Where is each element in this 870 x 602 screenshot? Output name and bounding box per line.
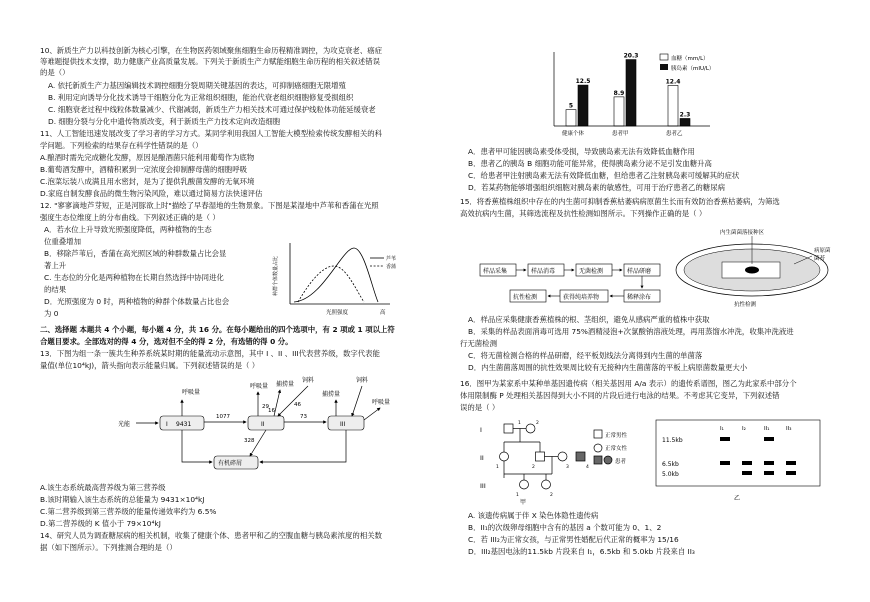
legend-female-symbol	[594, 444, 602, 452]
individual-III2-female	[542, 480, 551, 489]
screening-flow-diagram	[476, 224, 836, 310]
q10-option-d: D. 细胞分裂与分化中遗传物质改变，利于新质生产力技术定向改造细胞	[48, 117, 281, 126]
q11-option-b: B.葡萄酒发酵中，酒精积累到一定浓度会抑制酵母菌的细胞呼吸	[40, 165, 247, 174]
q12-option-b: B．移除芦苇后，香蒲在高光照区域的种群数量占比会显	[44, 249, 227, 258]
q13-option-a: A.该生态系统最高营养级为第三营养级	[40, 483, 166, 492]
individual-number: 2	[532, 465, 535, 470]
endophyte-colony	[745, 267, 759, 274]
legend-label-glucose: 血糖（mm/L）	[671, 56, 709, 62]
individual-number: 1	[516, 493, 519, 498]
value-16: 16	[268, 408, 275, 414]
q10-stem-line: 等难题提供技术支撑，助力健康产业高质量发展。下列关于新质生产力赋能细胞生命历程的相关叙述错误	[40, 57, 380, 66]
q13-option-b: B.该时期输入该生态系统的总能量为 9431×10⁴kJ	[40, 495, 205, 504]
legend-affected-symbol	[594, 456, 602, 464]
q12-option-c-cont: 的结果	[44, 285, 67, 294]
gel-band	[764, 461, 774, 465]
q12-option-a-cont: 位重叠增加	[44, 237, 81, 246]
flow-step-label: 无菌检测	[579, 268, 604, 275]
flow-step-label: 抗性检测	[513, 294, 538, 301]
lane-label-I2: I₂	[742, 426, 746, 432]
light-energy-label: 光能	[118, 421, 131, 428]
respiration-label: 呼吸量	[372, 399, 391, 406]
bar-value-label: 5	[568, 102, 574, 110]
legend-swatch-insulin	[660, 64, 668, 70]
gel-band	[720, 461, 730, 465]
value-73: 73	[300, 414, 307, 420]
category-label-patient-a: 患者甲	[612, 131, 629, 137]
flow-step-label: 样品消毒	[531, 268, 556, 275]
flow-step-label: 样品研磨	[627, 268, 652, 275]
category-label-healthy: 健康个体	[562, 131, 585, 137]
gel-band	[720, 437, 730, 441]
pedigree-chart	[480, 418, 650, 506]
q13-stem-line: 量值(单位10⁴kJ)，箭头指向表示能量归属。下列叙述错误的是（ ）	[40, 361, 260, 370]
q15-stem-line: 15．将香蕉植株组织中存在的内生菌可抑制香蕉枯萎病病原菌生长而有效防治香蕉枯萎病，为筛选	[460, 197, 780, 206]
legend-affected-label: 患者	[615, 459, 627, 465]
flow-step-label: 稀释涂布	[627, 294, 652, 301]
q10-stem-line: 10、新质生产力以科技创新为核心引擎，在生物医药领域聚焦细胞生命历程精准调控，为攻克衰老、癌症	[40, 46, 382, 55]
q15-option-b: B．采集的样品表面消毒可选用 75%酒精浸泡+次氯酸钠溶液处理，再用蒸馏水冲洗，收集冲洗液进	[468, 327, 794, 336]
q15-option-d: D．内生菌菌落周围的抗性效果周比较有无接种内生菌菌落的平板上病原菌数量更大小	[468, 363, 748, 372]
q13-stem-line: 13．下图为组一条一簇共生种养系统某时期的能量流动示意图，其中 I 、II 、III代表营养级，数字代表能	[40, 349, 380, 358]
lane-label-I1: I₁	[720, 426, 724, 432]
value-9431: 9431	[176, 421, 192, 428]
band-size-6-5kb: 6.5kb	[662, 461, 679, 468]
q12-option-a: A．若水位上升导致光照强度降低，两种植物的生态	[44, 225, 212, 234]
band-size-11-5kb: 11.5kb	[662, 437, 683, 444]
energy-flow-diagram	[118, 376, 398, 476]
q11-stem-line: 学问题。下列检索的结果存在科学性错误的是（）	[40, 141, 203, 150]
individual-II4-affected-male	[576, 452, 585, 461]
flow-step-label: 获得纯培养物	[563, 294, 600, 301]
gel-band	[742, 461, 752, 465]
q10-stem-line: 的是（）	[40, 68, 70, 77]
legend-affected-symbol	[604, 456, 612, 464]
feed-label: 饲料	[356, 377, 369, 384]
plate-lawn-label: 菌苔	[814, 256, 826, 262]
value-29: 29	[262, 404, 269, 410]
legend-female-label: 正常女性	[605, 446, 628, 452]
catch-label: 捕捞量	[276, 381, 295, 388]
q15-stem-line: 高效抗病内生菌，其筛选流程及抗性检测如图所示。下列操作正确的是（ ）	[460, 209, 707, 218]
bar-glucose-1	[614, 97, 624, 126]
trophic-level-2-box	[248, 416, 284, 430]
q12-stem-line: 强度生态位维度上的分布曲线。下列叙述正确的是（ ）	[40, 213, 220, 222]
section-2-line: 合题目要求。全部选对的得 4 分，选对但不全的得 2 分，有选错的得 0 分。	[40, 337, 293, 346]
gel-electrophoresis	[654, 418, 822, 506]
q14-option-d: D．若某药物能够增强组织细胞对胰岛素的敏感性，可用于治疗患者乙的糖尿病	[468, 183, 725, 192]
q12-option-d-cont: 为 0	[44, 309, 59, 318]
q16-stem-line: 误的是（ ）	[460, 403, 500, 412]
individual-number: 1	[518, 421, 521, 426]
trophic-level-2-label: II	[261, 421, 265, 428]
individual-number: 2	[536, 421, 539, 426]
legend-label-cattail: 香蒲	[386, 264, 397, 270]
series-line-reed	[294, 248, 378, 302]
bar-glucose-2	[668, 85, 678, 126]
band-size-5-0kb: 5.0kb	[662, 471, 679, 478]
q13-option-c: C.第二营养级到第三营养级的能量传递效率约为 6.5%	[40, 507, 217, 516]
gel-band	[764, 437, 774, 441]
bar-insulin-1	[626, 60, 636, 126]
q14-option-a: A．患者甲可能因胰岛素受体受损，导致胰岛素无法有效降低血糖作用	[468, 147, 695, 156]
individual-III1-female	[520, 480, 529, 489]
individual-number: 1	[496, 465, 499, 470]
q11-option-a: A.酿酒时需先完成糖化发酵，原因是酿酒菌只能利用葡萄作为底物	[40, 153, 255, 162]
feed-label: 饲料	[302, 377, 315, 384]
q12-stem-line: 12. "寥寥滴地芦芽短，正是河豚欲上时"描绘了早春湿地的生物景象。下图是某湿地中芦苇和香蒲在光照	[40, 201, 379, 210]
individual-number: 4	[586, 465, 589, 470]
q15-option-c: C．将无菌检测合格的样品研磨，经平板划线法分离得到内生菌的单菌落	[468, 351, 703, 360]
x-axis-max-label: 高	[380, 310, 386, 316]
q15-option-a: A．样品应采集健康香蕉植株的根、茎组织，避免从感病严重的植株中获取	[468, 315, 710, 324]
value-1077: 1077	[216, 414, 230, 420]
bar-value-label: 12.5	[575, 78, 591, 86]
q15-option-b-cont: 行无菌检测	[460, 339, 497, 348]
q14-stem-line: 14、研究人员为调查糖尿病的相关机制，收集了健康个体、患者甲和乙的空腹血糖与胰岛素浓度的相关数	[40, 531, 382, 540]
q11-option-c: C.泡菜坛装八成满且用水密封，是为了提供乳酸菌发酵的无氧环境	[40, 177, 255, 186]
value-328: 328	[244, 438, 255, 444]
q16-option-d: D．III₂基因电泳的11.5kb 片段来自 I₁，6.5kb 和 5.0kb 片段来自 II₃	[468, 547, 695, 556]
x-axis-label: 光照强度	[326, 310, 349, 316]
gel-band	[764, 471, 774, 475]
q16-stem-line: 体用限制酶 P 处理相关基因得到大小不同的片段后进行电泳的结果。不考虑其它变异，下列叙述错	[460, 391, 780, 400]
generation-label-1: I	[480, 426, 482, 434]
individual-number: 2	[550, 493, 553, 498]
individual-I2-female	[526, 424, 535, 433]
legend-male-symbol	[594, 430, 602, 438]
legend-swatch-glucose	[660, 54, 668, 60]
lane-label-II3: II₃	[786, 426, 792, 432]
gel-band	[786, 471, 796, 475]
plate-top-label: 内生菌菌落接种区	[720, 230, 765, 236]
q16-option-a: A. 该遗传病属于伴 X 染色体隐性遗传病	[468, 511, 599, 520]
individual-I1-male	[504, 424, 513, 433]
q14-option-b: B．患者乙的胰岛 B 细胞功能可能异常，使得胰岛素分泌不足引发血糖升高	[468, 159, 712, 168]
trophic-level-1-label: I	[166, 421, 168, 428]
respiration-label: 呼吸量	[182, 389, 201, 396]
y-axis-label: 种群个体数量占比	[273, 255, 279, 296]
gel-band	[786, 461, 796, 465]
q14-stem-line: 据（如下图所示）。下列推测合理的是（）	[40, 543, 177, 552]
organic-debris-label: 有机碎屑	[218, 460, 243, 467]
bar-value-label: 12.4	[665, 78, 681, 86]
pedigree-caption: 甲	[520, 499, 527, 506]
legend-label-insulin: 胰岛素（mIU/L）	[671, 66, 715, 72]
category-label-patient-b: 患者乙	[666, 131, 683, 137]
bar-value-label: 2.3	[679, 111, 691, 119]
plate-bottom-label: 抗性检测	[734, 302, 757, 308]
gel-band	[742, 471, 752, 475]
individual-II3-female	[558, 452, 567, 461]
respiration-label: 呼吸量	[250, 383, 269, 390]
individual-number: 3	[566, 465, 569, 470]
q14-option-c: C．给患者甲注射胰岛素无法有效降低血糖，但给患者乙注射胰岛素可缓解其的症状	[468, 171, 740, 180]
trophic-level-3-box	[328, 416, 364, 430]
individual-II2-male	[536, 452, 545, 461]
plate-pathogen-label: 病原菌	[814, 248, 831, 254]
q16-option-b: B．II₁的次级卵母细胞中含有的基因 a 个数可能为 0、1、2	[468, 523, 662, 532]
q10-option-a: A. 依托新质生产力基因编辑技术调控细胞分裂周期关键基因的表达，可抑制癌细胞无限增殖	[48, 81, 346, 90]
legend-label-reed: 芦苇	[386, 256, 397, 262]
q12-option-b-cont: 著上升	[44, 261, 67, 270]
q16-stem-line: 16．图甲为某家系中某种单基因遗传病（相关基因用 A/a 表示）的遗传系谱图，图乙为此家系中部分个	[460, 379, 797, 388]
flow-step-label: 样品采集	[483, 268, 508, 275]
legend-male-label: 正常男性	[605, 433, 628, 439]
generation-label-3: III	[480, 482, 486, 490]
q10-option-b: B. 利用定向诱导分化技术诱导干细胞分化为正常组织细胞，能治代衰老组织细胞修复受损组织	[48, 93, 354, 102]
niche-curve-chart	[272, 238, 402, 318]
gel-caption: 乙	[734, 495, 741, 502]
bars-layer	[566, 53, 690, 126]
q10-option-c: C. 细胞衰老过程中线粒体数量减少、代谢减弱，新质生产力相关技术可通过保护线粒体功能延缓衰老	[48, 105, 376, 114]
q12-option-d: D．光照强度为 0 时，两种植物的种群个体数量占比也会	[44, 297, 230, 306]
q11-option-d: D.家庭自制发酵食品的微生物污染风险，难以通过简易方法快速评估	[40, 189, 263, 198]
individual-II1-female	[500, 452, 509, 461]
bar-value-label: 20.3	[623, 52, 639, 60]
bar-glucose-0	[566, 110, 576, 126]
trophic-level-3-label: III	[340, 421, 346, 428]
bar-insulin-2	[680, 118, 690, 126]
gel-frame	[656, 420, 820, 486]
value-46: 46	[294, 402, 301, 408]
section-2-line: 二、选择题 本题共 4 个小题，每小题 4 分，共 16 分。在每小题给出的四个选项中，有 2 项或 1 项以上符	[40, 325, 395, 334]
bar-value-label: 8.9	[613, 89, 625, 97]
lane-label-II1: II₁	[764, 426, 770, 432]
catch-label: 捕捞量	[322, 391, 341, 398]
q11-stem-line: 11、人工智能迅速发展改变了学习者的学习方式。某同学利用我国人工智能大模型检索传统发酵相关的科	[40, 129, 382, 138]
generation-label-2: II	[480, 454, 484, 462]
q12-option-c: C. 生态位的分化是两种植物在长期自然选择中协同进化	[44, 273, 224, 282]
q13-option-d: D.第二营养级的 K 值小于 79×10⁴kJ	[40, 519, 161, 528]
bar-insulin-0	[578, 85, 588, 126]
glucose-insulin-bar-chart	[540, 46, 720, 138]
q16-option-c: C．若 III₂为正常女孩，与正常男性婚配后代正常的概率为 15/16	[468, 535, 679, 544]
